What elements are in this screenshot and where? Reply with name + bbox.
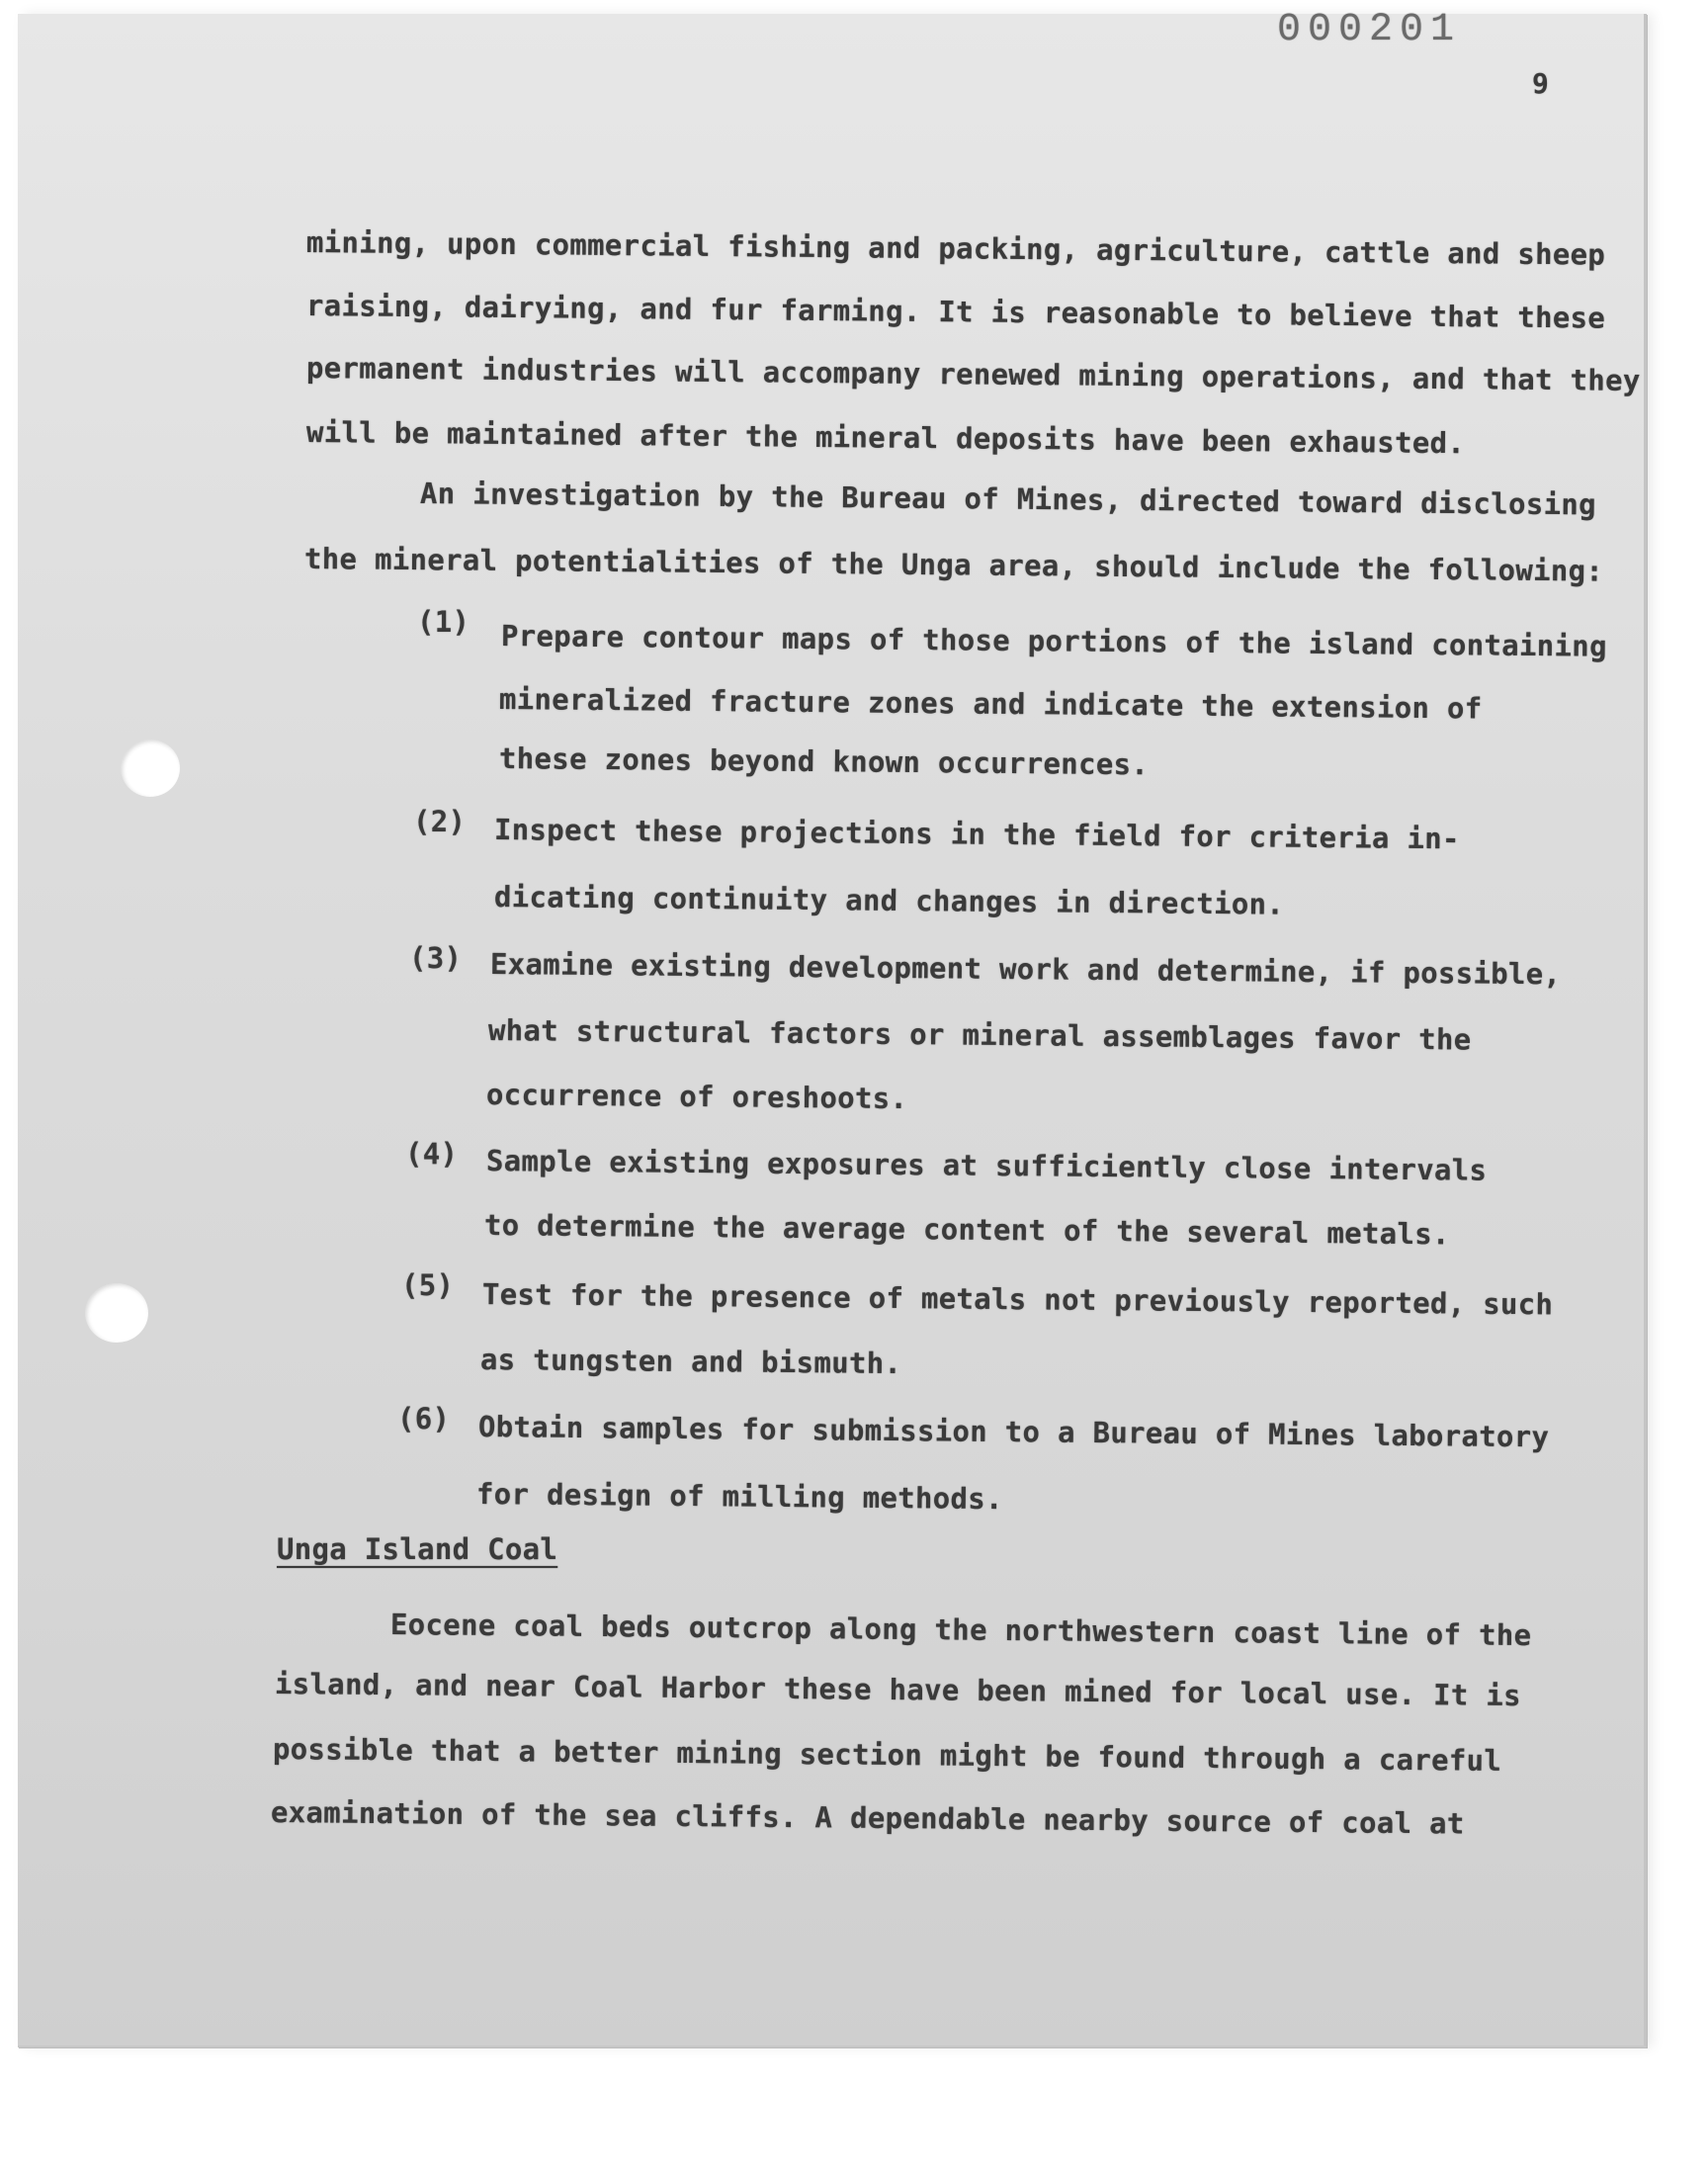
stamp-number: 000201 <box>1277 8 1462 52</box>
list-item-line: Prepare contour maps of those portions of the island containing <box>500 619 1607 663</box>
list-item-number: (1) <box>417 605 470 639</box>
list-item-line: these zones beyond known occurrences. <box>498 741 1150 782</box>
paragraph-3-line: possible that a better mining section might be found through a careful <box>272 1732 1502 1778</box>
section-heading: Unga Island Coal <box>277 1532 558 1566</box>
list-item-line: occurrence of oreshoots. <box>485 1078 908 1116</box>
list-item-number: (4) <box>405 1137 459 1171</box>
list-item-line: as tungsten and bismuth. <box>479 1343 902 1381</box>
punch-hole-lower <box>85 1283 148 1343</box>
list-item-line: Obtain samples for submission to a Bureau of Mines laboratory <box>477 1410 1550 1454</box>
paragraph-2-line: the mineral potentialities of the Unga area, should include the following: <box>303 542 1604 588</box>
paragraph-1-line: mining, upon commercial fishing and packing, agriculture, cattle and sheep <box>305 225 1606 272</box>
list-item-line: mineralized fracture zones and indicate the extension of <box>498 682 1483 726</box>
list-item-line: Inspect these projections in the field for criteria in- <box>493 813 1460 856</box>
list-item-line: dicating continuity and changes in direction. <box>493 880 1285 921</box>
page-number: 9 <box>1532 67 1550 100</box>
punch-hole-upper <box>121 740 180 797</box>
list-item-line: what structural factors or mineral assemblages favor the <box>487 1013 1472 1057</box>
list-item-line: for design of milling methods. <box>475 1477 1003 1517</box>
paragraph-1-line: raising, dairying, and fur farming. It is reasonable to believe that these <box>305 289 1606 335</box>
list-item-number: (3) <box>409 941 463 975</box>
list-item-line: to determine the average content of the several metals. <box>483 1208 1450 1252</box>
list-item-number: (6) <box>397 1402 451 1436</box>
paragraph-1-line: will be maintained after the mineral deposits have been exhausted. <box>305 415 1466 461</box>
list-item-number: (5) <box>401 1268 455 1302</box>
list-item-line: Examine existing development work and determine, if possible, <box>489 947 1562 992</box>
paragraph-3-line: island, and near Coal Harbor these have been mined for local use. It is <box>274 1667 1522 1713</box>
list-item-line: Test for the presence of metals not previously reported, such <box>481 1277 1554 1322</box>
list-item-line: Sample existing exposures at sufficiently close intervals <box>485 1144 1488 1187</box>
paragraph-3-line: examination of the sea cliffs. A dependable nearby source of coal at <box>270 1795 1465 1841</box>
paragraph-1-line: permanent industries will accompany renewed mining operations, and that they <box>305 351 1641 397</box>
paragraph-2-line: An investigation by the Bureau of Mines, directed toward disclosing <box>419 477 1596 522</box>
list-item-number: (2) <box>413 805 467 838</box>
paragraph-3-line: Eocene coal beds outcrop along the northwestern coast line of the <box>389 1608 1532 1653</box>
